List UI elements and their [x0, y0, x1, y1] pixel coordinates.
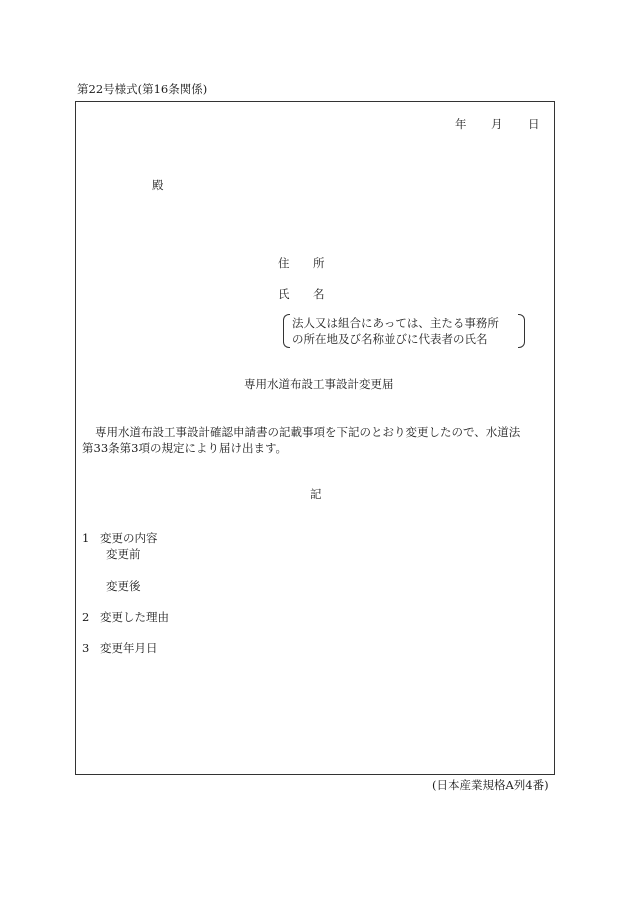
paper-standard-note: (日本産業規格A列4番): [432, 778, 549, 792]
item-number: 1: [82, 531, 90, 545]
item-label: 変更年月日: [100, 641, 158, 655]
document-title: 専用水道布設工事設計変更届: [244, 377, 394, 391]
date-day-label: 日: [528, 117, 540, 131]
name-label-char-1: 氏: [278, 287, 290, 301]
item-label: 変更の内容: [100, 531, 158, 545]
date-month-label: 月: [491, 117, 503, 131]
applicant-note-line-1: 法人又は組合にあっては、主たる事務所: [292, 316, 499, 330]
item-sub-before: 変更前: [106, 547, 141, 561]
date-year-label: 年: [455, 117, 467, 131]
body-text-line-2: 第33条第3項の規定により届け出ます。: [82, 441, 288, 455]
addressee-honorific: 殿: [152, 178, 164, 192]
note-bracket-right: [518, 314, 525, 348]
list-item: [82, 533, 158, 545]
address-label-char-1: 住: [278, 256, 290, 270]
list-item: [82, 643, 158, 655]
list-item: [82, 612, 169, 624]
body-text-line-1: 専用水道布設工事設計確認申請書の記載事項を下記のとおり変更したので、水道法: [95, 425, 521, 439]
address-label-char-2: 所: [313, 256, 325, 270]
ki-heading: 記: [310, 487, 322, 501]
applicant-note-line-2: の所在地及び名称並びに代表者の氏名: [292, 332, 488, 346]
item-sub-after: 変更後: [106, 579, 141, 593]
item-label: 変更した理由: [100, 610, 169, 624]
form-number: 第22号様式(第16条関係): [77, 82, 208, 96]
item-number: 2: [82, 610, 90, 624]
note-bracket-left: [283, 314, 290, 348]
item-number: 3: [82, 641, 90, 655]
name-label-char-2: 名: [313, 287, 325, 301]
